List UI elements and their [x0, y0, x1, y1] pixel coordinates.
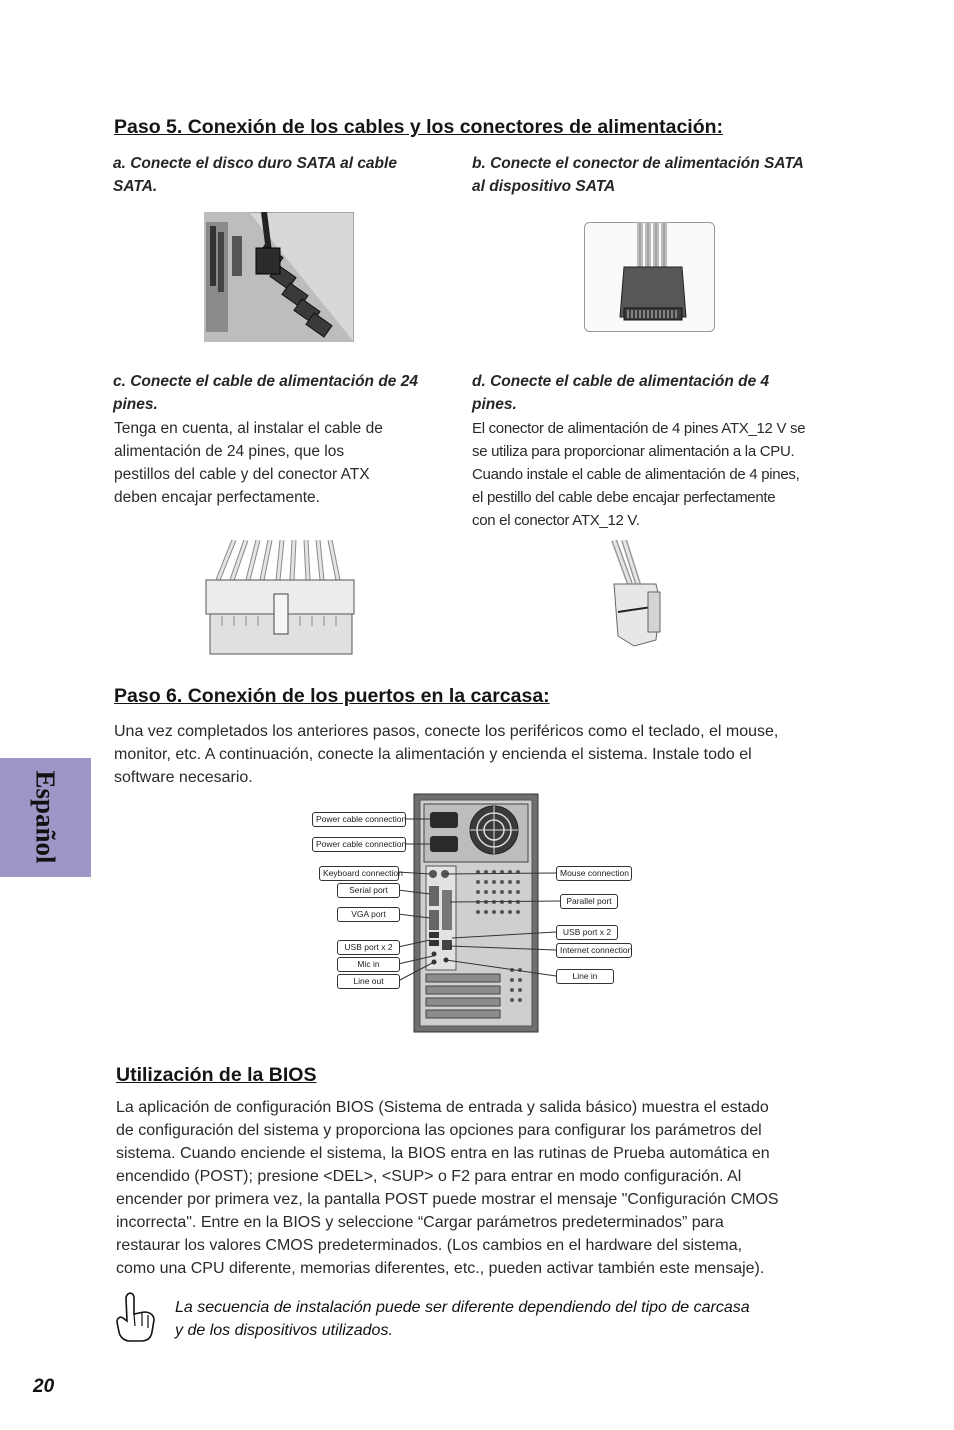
step5-c-body: Tenga en cuenta, al instalar el cable de alimentación de 24 pines, que los pestillos del cable y del conector ATX deben encajar perfectamente.: [114, 420, 383, 506]
label-serial-port: Serial port: [337, 883, 400, 898]
label-mic-in: Mic in: [337, 957, 400, 972]
label-keyboard: Keyboard connection: [319, 866, 399, 881]
step6-body: Una vez completados los anteriores pasos, conecte los periféricos como el teclado, el mouse, monitor, etc. A continuación, conecte la alimentación y encienda el sistema. Instale todo el software necesario.: [114, 723, 779, 786]
label-usb-right: USB port x 2: [556, 925, 618, 940]
bios-body: La aplicación de configuración BIOS (Sistema de entrada y salida básico) muestra el estado de configuración del sistema y proporciona las opciones para configurar los parámetros del sistema. Cuando enciende el sistema, la BIOS entra en las rutinas de Prueba automática en encendido (POST); presione <DEL>, <SUP> o F2 para entrar en modo configuración. Al encender por primera vez, la pantalla POST puede mostrar el mensaje "Configuración CMOS incorrecta". Entre en la BIOS y seleccione “Cargar parámetros predeterminados” para restaurar los valores CMOS predeterminados. (Los cambios en el hardware del sistema, como una CPU diferente, memorias diferentes, etc., pueden activar también este mensaje).: [116, 1099, 779, 1277]
step5-d-body: El conector de alimentación de 4 pines ATX_12 V se se utiliza para proporcionar alimentación a la CPU. Cuando instale el cable de alimentación de 4 pines, el pestillo del cable debe encajar perfectamente con el conector ATX_12 V.: [472, 420, 806, 529]
step5-a-caption: a. Conecte el disco duro SATA al cable SATA.: [113, 155, 397, 195]
sata-power-connector-photo: [584, 222, 715, 332]
label-internet: Internet connection: [556, 943, 632, 958]
step6-heading: Paso 6. Conexión de los puertos en la carcasa:: [114, 685, 550, 707]
sata-hdd-cable-photo: [204, 212, 354, 342]
label-power-cable-2: Power cable connection: [312, 837, 406, 852]
label-line-in: Line in: [556, 969, 614, 984]
step5-d-caption: d. Conecte el cable de alimentación de 4 pines.: [472, 373, 770, 413]
label-line-out: Line out: [337, 974, 400, 989]
step5-b-caption: b. Conecte el conector de alimentación SATA al dispositivo SATA: [472, 155, 804, 195]
label-usb-left: USB port x 2: [337, 940, 400, 955]
bios-heading: Utilización de la BIOS: [116, 1064, 317, 1086]
step5-heading: Paso 5. Conexión de los cables y los conectores de alimentación:: [114, 116, 724, 138]
label-power-cable-1: Power cable connection: [312, 812, 406, 827]
language-side-tab-label: Español: [30, 770, 61, 864]
label-vga-port: VGA port: [337, 907, 400, 922]
installation-note: La secuencia de instalación puede ser diferente dependiendo del tipo de carcasa y de los dispositivos utilizados.: [175, 1299, 750, 1339]
label-mouse: Mouse connection: [556, 866, 632, 881]
atx-4pin-connector-photo: [604, 540, 666, 650]
pointing-hand-icon: [114, 1290, 160, 1344]
atx-24pin-connector-photo: [204, 540, 356, 658]
label-parallel-port: Parallel port: [560, 894, 618, 909]
step5-c-caption: c. Conecte el cable de alimentación de 24 pines.: [113, 373, 418, 413]
page-number: 20: [33, 1376, 55, 1397]
